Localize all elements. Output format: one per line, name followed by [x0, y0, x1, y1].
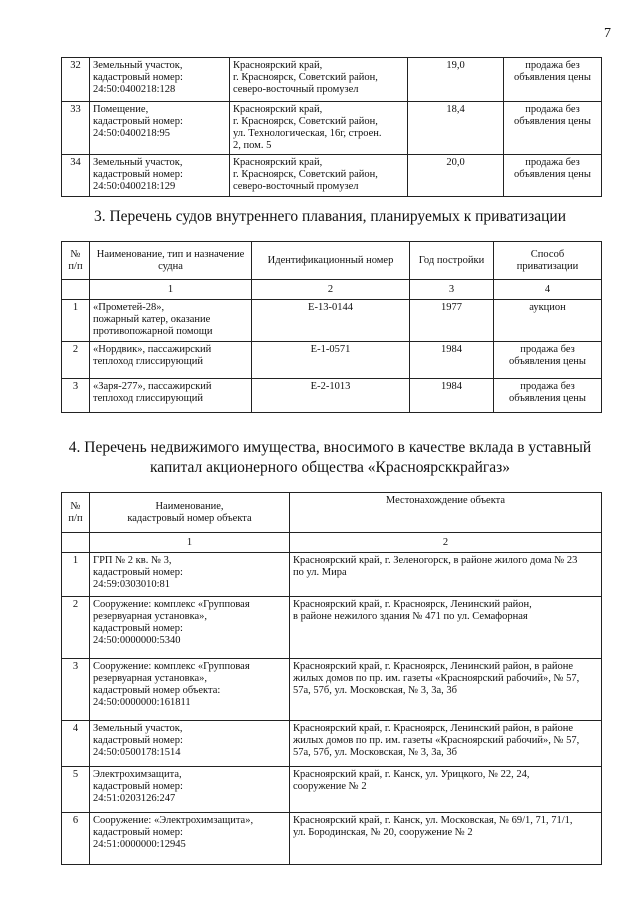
column-number: 1	[90, 280, 252, 300]
header-num: № п/п	[62, 493, 90, 533]
object-area: 19,0	[408, 58, 504, 102]
object-name: Земельный участок, кадастровый номер: 24:50:0400218:129	[90, 155, 230, 197]
vessel-name: «Заря-277», пассажирский теплоход глиссирующий	[90, 379, 252, 413]
row-number: 4	[62, 721, 90, 767]
object-area: 20,0	[408, 155, 504, 197]
header-num: № п/п	[62, 242, 90, 280]
object-name: Сооружение: «Электрохимзащита», кадастровый номер: 24:51:0000000:12945	[90, 813, 290, 865]
column-number: 2	[252, 280, 410, 300]
row-number: 32	[62, 58, 90, 102]
object-location: Красноярский край, г. Зеленогорск, в районе жилого дома № 23 по ул. Мира	[290, 553, 602, 597]
object-name: Сооружение: комплекс «Групповая резервуарная установка», кадастровый номер объекта: 24:50:0000000:161811	[90, 659, 290, 721]
row-number: 2	[62, 342, 90, 379]
object-area: 18,4	[408, 102, 504, 155]
object-name: Электрохимзащита, кадастровый номер: 24:51:0203126:247	[90, 767, 290, 813]
header-year: Год постройки	[410, 242, 494, 280]
privatization-method: продажа без объявления цены	[504, 155, 602, 197]
table-row	[62, 597, 602, 659]
vessel-year: 1977	[410, 300, 494, 342]
privatization-method: продажа без объявления цены	[504, 58, 602, 102]
row-number: 1	[62, 300, 90, 342]
table-row	[62, 342, 602, 379]
vessels-table	[61, 241, 602, 413]
privatization-method: продажа без объявления цены	[494, 342, 602, 379]
vessel-id: Е-2-1013	[252, 379, 410, 413]
object-location: Красноярский край, г. Канск, ул. Московская, № 69/1, 71, 71/1, ул. Бородинская, № 20, сооружение № 2	[290, 813, 602, 865]
column-numbers-row	[62, 533, 602, 553]
row-number: 3	[62, 379, 90, 413]
row-number: 34	[62, 155, 90, 197]
table-row	[62, 813, 602, 865]
vessel-id: Е-13-0144	[252, 300, 410, 342]
row-number: 3	[62, 659, 90, 721]
object-location: Красноярский край, г. Красноярск, Советский район, северо-восточный промузел	[230, 58, 408, 102]
table-row	[62, 102, 602, 155]
column-numbers-row	[62, 280, 602, 300]
header-name: Наименование, кадастровый номер объекта	[90, 493, 290, 533]
property-contribution-table	[61, 492, 602, 865]
section-3-title: 3. Перечень судов внутреннего плавания, планируемых к приватизации	[93, 208, 567, 225]
row-number: 6	[62, 813, 90, 865]
object-location: Красноярский край, г. Красноярск, Советский район, ул. Технологическая, 16г, строен. 2, пом. 5	[230, 102, 408, 155]
table-header-row	[62, 493, 602, 533]
object-location: Красноярский край, г. Красноярск, Ленинский район, в районе жилых домов по пр. им. газеты «Красноярский рабочий», № 57, 57а, 57б, ул. Московская, № 3, 3а, 3б	[290, 721, 602, 767]
object-location: Красноярский край, г. Канск, ул. Урицкого, № 22, 24, сооружение № 2	[290, 767, 602, 813]
table-row	[62, 767, 602, 813]
table-header-row	[62, 242, 602, 280]
row-number: 5	[62, 767, 90, 813]
row-number: 33	[62, 102, 90, 155]
object-name: Земельный участок, кадастровый номер: 24:50:0400218:128	[90, 58, 230, 102]
vessel-year: 1984	[410, 379, 494, 413]
column-number: 4	[494, 280, 602, 300]
object-location: Красноярский край, г. Красноярск, Советский район, северо-восточный промузел	[230, 155, 408, 197]
table-row	[62, 721, 602, 767]
object-name: ГРП № 2 кв. № 3, кадастровый номер: 24:59:0303010:81	[90, 553, 290, 597]
vessel-id: Е-1-0571	[252, 342, 410, 379]
vessel-name: «Нордвик», пассажирский теплоход глиссирующий	[90, 342, 252, 379]
privatization-method: продажа без объявления цены	[494, 379, 602, 413]
vessel-year: 1984	[410, 342, 494, 379]
row-number: 1	[62, 553, 90, 597]
header-id: Идентификационный номер	[252, 242, 410, 280]
table-row	[62, 659, 602, 721]
privatization-method: продажа без объявления цены	[504, 102, 602, 155]
table-row	[62, 379, 602, 413]
vessel-name: «Прометей-28», пожарный катер, оказание противопожарной помощи	[90, 300, 252, 342]
table-row	[62, 553, 602, 597]
table-row	[62, 300, 602, 342]
header-location: Местонахождение объекта	[290, 493, 602, 533]
object-name: Помещение, кадастровый номер: 24:50:0400218:95	[90, 102, 230, 155]
page-number: 7	[604, 26, 611, 41]
object-location: Красноярский край, г. Красноярск, Ленинский район, в районе жилых домов по пр. им. газеты «Красноярский рабочий», № 57, 57а, 57б, ул. Московская, № 3, 3а, 3б	[290, 659, 602, 721]
section-4-title: 4. Перечень недвижимого имущества, вносимого в качестве вклада в уставный капитал акционерного общества «Красноярсккрайгаз»	[68, 439, 592, 476]
column-number-empty	[62, 533, 90, 553]
object-name: Земельный участок, кадастровый номер: 24:50:0500178:1514	[90, 721, 290, 767]
privatization-method: аукцион	[494, 300, 602, 342]
column-number: 1	[90, 533, 290, 553]
object-name: Сооружение: комплекс «Групповая резервуарная установка», кадастровый номер: 24:50:0000000:5340	[90, 597, 290, 659]
column-number: 3	[410, 280, 494, 300]
row-number: 2	[62, 597, 90, 659]
column-number: 2	[290, 533, 602, 553]
table-row	[62, 58, 602, 102]
privatization-table-continued	[61, 57, 602, 197]
header-method: Способ приватизации	[494, 242, 602, 280]
column-number-empty	[62, 280, 90, 300]
header-name: Наименование, тип и назначение судна	[90, 242, 252, 280]
table-row	[62, 155, 602, 197]
object-location: Красноярский край, г. Красноярск, Ленинский район, в районе нежилого здания № 471 по ул. Семафорная	[290, 597, 602, 659]
